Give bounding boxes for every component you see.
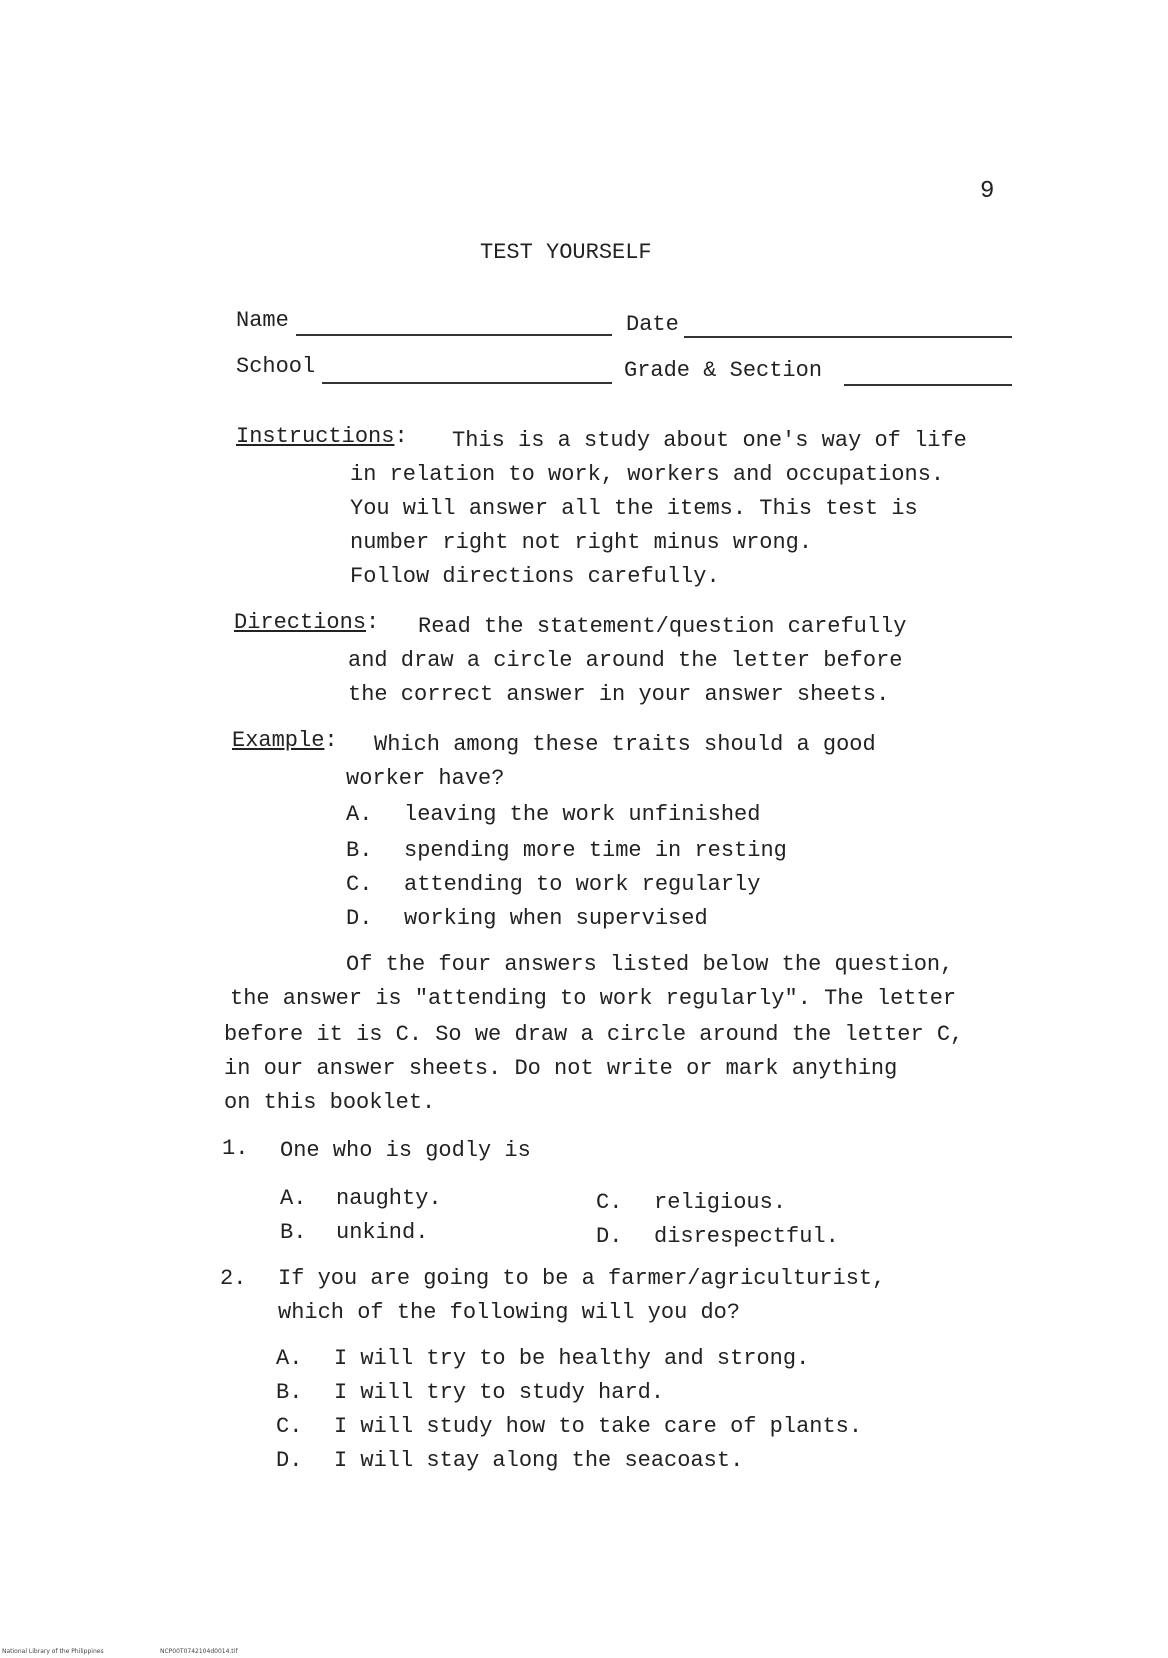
option-text: I will try to be healthy and strong.: [334, 1346, 810, 1371]
option-letter: B.: [280, 1220, 307, 1245]
option-text: leaving the work unfinished: [404, 802, 761, 827]
instructions-colon: :: [394, 424, 408, 449]
directions-line: and draw a circle around the letter before: [348, 648, 903, 673]
library-credit: National Library of the Philippines: [2, 1648, 104, 1655]
name-label: Name: [236, 308, 289, 333]
option-text: disrespectful.: [654, 1224, 839, 1249]
explanation-line: Of the four answers listed below the question,: [346, 952, 954, 977]
option-text: spending more time in resting: [404, 838, 787, 863]
date-label: Date: [626, 312, 679, 337]
question-number: 1.: [222, 1136, 249, 1161]
option-letter: D.: [596, 1224, 623, 1249]
explanation-line: on this booklet.: [224, 1090, 436, 1115]
option-text: naughty.: [336, 1186, 442, 1211]
directions-line: the correct answer in your answer sheets.: [348, 682, 890, 707]
explanation-line: in our answer sheets. Do not write or mark anything: [224, 1056, 898, 1081]
instructions-line: This is a study about one's way of life: [452, 428, 967, 453]
option-text: religious.: [654, 1190, 787, 1215]
option-letter: A.: [276, 1346, 303, 1371]
instructions-label: Instructions: [236, 424, 395, 449]
grade-section-label: Grade & Section: [624, 358, 823, 383]
option-letter: B.: [346, 838, 373, 863]
directions-label: Directions: [234, 610, 367, 635]
option-letter: B.: [276, 1380, 303, 1405]
option-text: working when supervised: [404, 906, 708, 931]
example-label: Example: [232, 728, 325, 753]
option-text: I will study how to take care of plants.: [334, 1414, 863, 1439]
instructions-line: number right not right minus wrong.: [350, 530, 813, 555]
example-colon: :: [324, 728, 338, 753]
option-text: attending to work regularly: [404, 872, 761, 897]
explanation-line: the answer is "attending to work regularly". The letter: [230, 986, 957, 1011]
option-text: unkind.: [336, 1220, 429, 1245]
grade-section-field-line: [844, 384, 1012, 386]
question-text: One who is godly is: [280, 1138, 531, 1163]
instructions-line: Follow directions carefully.: [350, 564, 720, 589]
name-field-line: [296, 334, 612, 336]
option-letter: C.: [596, 1190, 623, 1215]
option-letter: D.: [346, 906, 373, 931]
option-letter: D.: [276, 1448, 303, 1473]
option-letter: A.: [346, 802, 373, 827]
option-text: I will try to study hard.: [334, 1380, 665, 1405]
instructions-line: You will answer all the items. This test is: [350, 496, 918, 521]
school-field-line: [322, 382, 612, 384]
example-question-line: Which among these traits should a good: [374, 732, 876, 757]
option-text: I will stay along the seacoast.: [334, 1448, 744, 1473]
option-letter: C.: [276, 1414, 303, 1439]
example-question-line: worker have?: [346, 766, 505, 791]
page-number: 9: [980, 178, 995, 205]
school-label: School: [236, 354, 316, 379]
option-letter: A.: [280, 1186, 307, 1211]
question-text: which of the following will you do?: [278, 1300, 741, 1325]
instructions-line: in relation to work, workers and occupations.: [350, 462, 945, 487]
question-text: If you are going to be a farmer/agriculturist,: [278, 1266, 886, 1291]
explanation-line: before it is C. So we draw a circle around the letter C,: [224, 1022, 964, 1047]
question-number: 2.: [220, 1266, 247, 1291]
directions-line: Read the statement/question carefully: [418, 614, 907, 639]
date-field-line: [684, 336, 1012, 338]
page-title: TEST YOURSELF: [480, 240, 652, 265]
directions-colon: :: [366, 610, 380, 635]
option-letter: C.: [346, 872, 373, 897]
file-identifier: NCP00T0742104d0014.tif: [160, 1648, 238, 1655]
